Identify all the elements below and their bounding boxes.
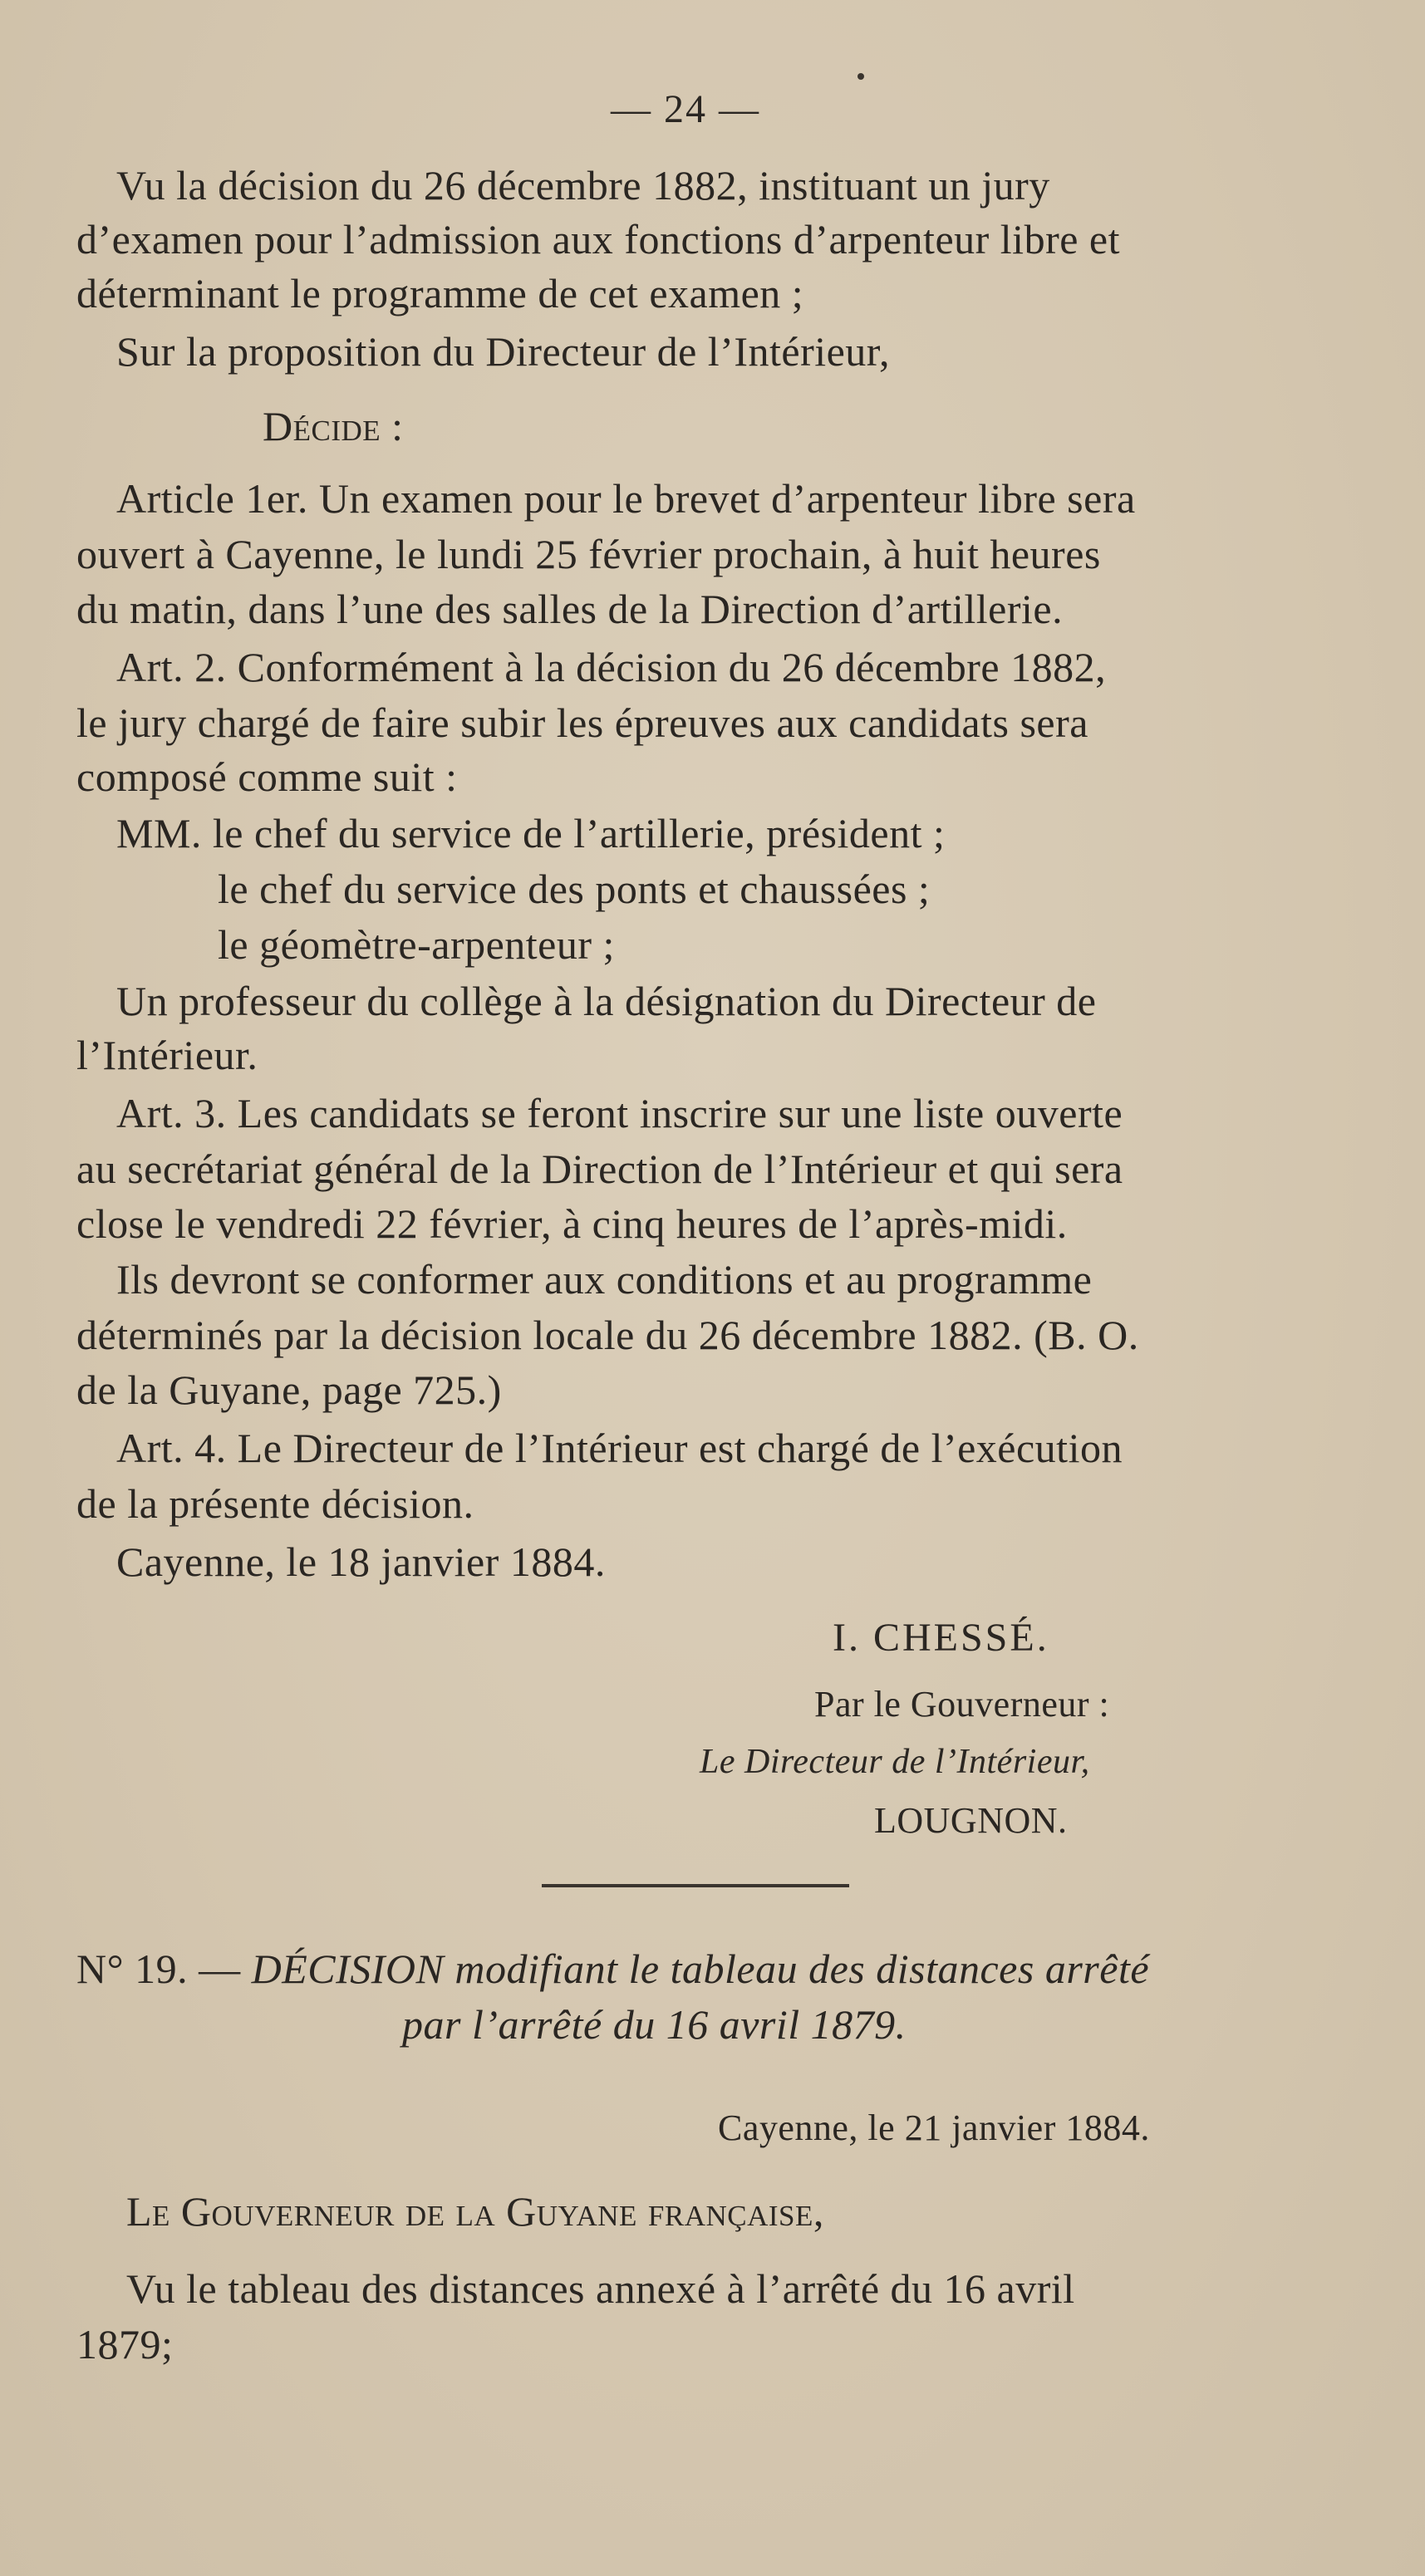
vu-tableau-line-2: 1879; — [76, 2321, 174, 2367]
article-3-line-4: Ils devront se conformer aux conditions et au programme — [116, 1256, 1093, 1303]
vu-decision-line-1 — [116, 162, 1321, 209]
vu-decision-text-1: Vu la décision du 26 décembre 1882, instituant un jury — [116, 162, 1050, 209]
article-1-line-3: du matin, dans l’une des salles de la Direction d’artillerie. — [76, 586, 1064, 632]
vu-decision-line-2: d’examen pour l’admission aux fonctions d’arpenteur libre et — [76, 216, 1121, 263]
sur-proposition-line: Sur la proposition du Directeur de l’Intérieur, — [116, 328, 890, 375]
jury-member-1: MM. le chef du service de l’artillerie, président ; — [116, 810, 946, 856]
article-3-line-5: déterminés par la décision locale du 26 décembre 1882. (B. O. — [76, 1312, 1139, 1358]
gouverneur-text: Le Gouverneur de la Guyane française, — [126, 2188, 824, 2235]
decision-19-title: DÉCISION modifiant le tableau des distances arrêté — [251, 1945, 1150, 1992]
decision-19-heading-1 — [76, 1945, 1150, 1992]
gouverneur-line — [126, 2188, 824, 2235]
vu-decision-line-3: déterminant le programme de cet examen ; — [76, 270, 804, 316]
vu-tableau-line-1: Vu le tableau des distances annexé à l’arrêté du 16 avril — [126, 2265, 1075, 2312]
article-1-line-2: ouvert à Cayenne, le lundi 25 février prochain, à huit heures — [76, 531, 1101, 577]
article-2-line-2: le jury chargé de faire subir les épreuves aux candidats sera — [76, 699, 1088, 746]
professeur-line-2: l’Intérieur. — [76, 1032, 258, 1078]
decide-heading: Décide : — [263, 403, 404, 449]
signature-name: I. CHESSÉ. — [833, 1616, 1049, 1660]
professeur-line-1: Un professeur du collège à la désignation du Directeur de — [116, 978, 1097, 1024]
section-divider — [542, 1884, 849, 1887]
article-4-line-1: Art. 4. Le Directeur de l’Intérieur est chargé de l’exécution — [116, 1425, 1123, 1471]
article-2-line-3: composé comme suit : — [76, 753, 458, 800]
article-2-line-1: Art. 2. Conformément à la décision du 26 décembre 1882, — [116, 644, 1107, 690]
signature-par-le-gouverneur: Par le Gouverneur : — [814, 1684, 1110, 1725]
article-3-line-2: au secrétariat général de la Direction de l’Intérieur et qui sera — [76, 1146, 1123, 1192]
article-4-line-2: de la présente décision. — [76, 1480, 474, 1527]
jury-member-2: le chef du service des ponts et chaussées ; — [218, 866, 931, 912]
article-1-line-1 — [116, 475, 1136, 522]
decision-19-date: Cayenne, le 21 janvier 1884. — [718, 2107, 1150, 2148]
decision-19-heading-2: par l’arrêté du 16 avril 1879. — [402, 2001, 907, 2048]
signature-title: Le Directeur de l’Intérieur, — [700, 1743, 1090, 1781]
article-3-line-3: close le vendredi 22 février, à cinq heures de l’après-midi. — [76, 1200, 1068, 1247]
article-3-line-6: de la Guyane, page 725.) — [76, 1367, 502, 1413]
signature-name-2: LOUGNON. — [874, 1800, 1068, 1841]
decision-19-number: N° 19. — — [76, 1945, 241, 1992]
ink-dot — [857, 73, 864, 80]
date-line: Cayenne, le 18 janvier 1884. — [116, 1538, 606, 1585]
article-1-text-1: Article 1er. Un examen pour le brevet d’arpenteur libre sera — [116, 475, 1136, 522]
page-number: — 24 — — [611, 87, 760, 131]
jury-member-3: le géomètre-arpenteur ; — [218, 921, 615, 968]
article-3-line-1: Art. 3. Les candidats se feront inscrire sur une liste ouverte — [116, 1090, 1123, 1136]
